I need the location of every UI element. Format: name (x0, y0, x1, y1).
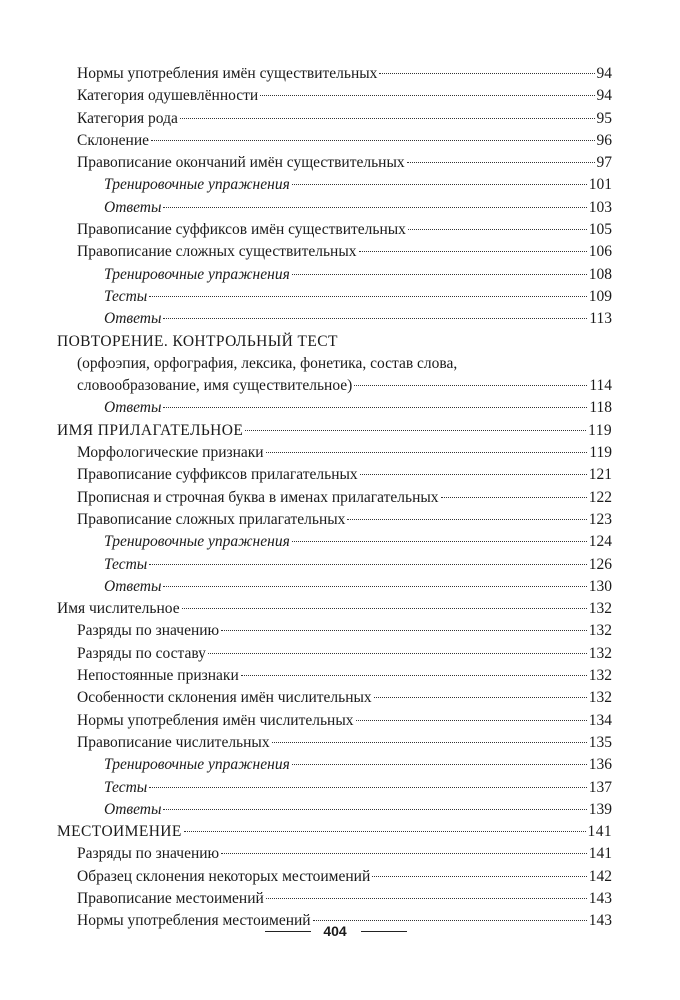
toc-entry-title: Морфологические признаки (77, 444, 264, 462)
toc-entry-title: Правописание сложных существительных (77, 243, 357, 261)
toc-entry[interactable] (57, 331, 612, 353)
dot-leader (374, 697, 587, 698)
toc-entry[interactable] (57, 420, 612, 442)
dot-leader (163, 809, 586, 810)
dot-leader (184, 831, 586, 832)
dot-leader (360, 474, 587, 475)
toc-entry[interactable] (57, 85, 612, 107)
dot-leader (241, 675, 587, 676)
toc-entry-page-number: 137 (588, 778, 612, 796)
toc-entry[interactable] (57, 353, 612, 375)
toc-entry[interactable] (57, 264, 612, 286)
toc-entry-title: словообразование, имя существительное) (77, 377, 353, 395)
toc-entry-page-number: 95 (596, 109, 612, 127)
toc-entry-page-number: 126 (588, 555, 612, 573)
page-footer (0, 922, 680, 942)
toc-entry-page-number: 119 (588, 421, 612, 439)
dot-leader (221, 630, 587, 631)
toc-entry-title: Ответы (104, 800, 162, 818)
dot-leader (260, 95, 594, 96)
toc-entry-title: МЕСТОИМЕНИЕ (57, 823, 182, 841)
toc-entry-title: Правописание сложных прилагательных (77, 510, 346, 528)
toc-entry-title: Образец склонения некоторых местоимений (77, 867, 371, 885)
toc-entry[interactable] (57, 799, 612, 821)
dot-leader (266, 452, 588, 453)
toc-entry-title: Разряды по составу (77, 644, 206, 662)
toc-entry-page-number: 134 (588, 711, 612, 729)
dot-leader (163, 207, 586, 208)
table-of-contents (57, 63, 612, 933)
toc-entry-title: Ответы (104, 399, 162, 417)
toc-entry-page-number: 132 (588, 667, 612, 685)
footer-rule-right (361, 931, 407, 932)
dot-leader (151, 140, 595, 141)
toc-entry-page-number: 143 (588, 912, 612, 930)
toc-entry[interactable] (57, 464, 612, 486)
toc-entry-page-number: 142 (588, 867, 612, 885)
toc-entry-title: Тренировочные упражнения (104, 176, 290, 194)
toc-entry[interactable] (57, 554, 612, 576)
toc-entry[interactable] (57, 866, 612, 888)
dot-leader (372, 876, 586, 877)
dot-leader (292, 541, 587, 542)
toc-entry-page-number: 141 (588, 845, 612, 863)
toc-entry-page-number: 113 (589, 310, 612, 328)
toc-entry[interactable] (57, 509, 612, 531)
toc-entry-title: Правописание суффиксов прилагательных (77, 466, 358, 484)
toc-entry-title: Ответы (104, 577, 162, 595)
toc-entry[interactable] (57, 643, 612, 665)
toc-entry-title: Нормы употребления имён числительных (77, 711, 354, 729)
toc-entry[interactable] (57, 598, 612, 620)
dot-leader (149, 787, 586, 788)
toc-entry-title: ПОВТОРЕНИЕ. КОНТРОЛЬНЫЙ ТЕСТ (57, 332, 338, 350)
toc-entry[interactable] (57, 732, 612, 754)
toc-entry-title: (орфоэпия, орфография, лексика, фонетика, состав слова, (77, 354, 458, 372)
toc-entry-page-number: 103 (588, 198, 612, 216)
toc-entry-title: Разряды по значению (77, 622, 220, 640)
toc-entry-page-number: 96 (596, 131, 612, 149)
dot-leader (292, 764, 587, 765)
toc-entry[interactable] (57, 777, 612, 799)
toc-entry-title: Тесты (104, 287, 148, 305)
dot-leader (272, 742, 587, 743)
toc-entry-title: Категория одушевлённости (77, 87, 259, 105)
toc-entry[interactable] (57, 620, 612, 642)
toc-entry-page-number: 135 (588, 733, 612, 751)
toc-entry[interactable] (57, 576, 612, 598)
toc-entry-title: Тренировочные упражнения (104, 756, 290, 774)
toc-entry-title: Тренировочные упражнения (104, 265, 290, 283)
toc-entry-page-number: 132 (588, 622, 612, 640)
toc-entry-title: Ответы (104, 198, 162, 216)
dot-leader (379, 73, 594, 74)
toc-entry-title: Тесты (104, 555, 148, 573)
toc-entry[interactable] (57, 665, 612, 687)
toc-entry-title: ИМЯ ПРИЛАГАТЕЛЬНОЕ (57, 421, 244, 439)
toc-entry-page-number: 124 (588, 533, 612, 551)
toc-entry-title: Тренировочные упражнения (104, 533, 290, 551)
toc-entry-title: Категория рода (77, 109, 178, 127)
toc-entry[interactable] (57, 442, 612, 464)
toc-entry-page-number: 119 (589, 444, 612, 462)
dot-leader (149, 296, 586, 297)
toc-entry[interactable] (57, 487, 612, 509)
toc-entry-page-number: 105 (588, 221, 612, 239)
toc-entry-page-number: 114 (589, 377, 612, 395)
toc-entry[interactable] (57, 241, 612, 263)
toc-entry[interactable] (57, 888, 612, 910)
toc-entry-page-number: 123 (588, 510, 612, 528)
page-number: 404 (323, 923, 347, 939)
toc-entry[interactable] (57, 308, 612, 330)
toc-entry-page-number: 101 (588, 176, 612, 194)
toc-entry-page-number: 108 (588, 265, 612, 283)
toc-entry-title: Ответы (104, 310, 162, 328)
toc-entry-page-number: 132 (588, 644, 612, 662)
toc-entry-title: Нормы употребления местоимений (77, 912, 311, 930)
dot-leader (163, 407, 587, 408)
toc-entry[interactable] (57, 152, 612, 174)
toc-entry-page-number: 132 (588, 600, 612, 618)
toc-entry-title: Склонение (77, 131, 149, 149)
toc-entry[interactable] (57, 531, 612, 553)
toc-entry-page-number: 141 (587, 823, 612, 841)
toc-entry[interactable] (57, 397, 612, 419)
toc-entry[interactable] (57, 687, 612, 709)
dot-leader (163, 318, 587, 319)
toc-entry[interactable] (57, 63, 612, 85)
toc-entry-title: Непостоянные признаки (77, 667, 239, 685)
dot-leader (354, 385, 587, 386)
toc-entry-page-number: 139 (588, 800, 612, 818)
dot-leader (245, 430, 586, 431)
toc-entry[interactable] (57, 108, 612, 130)
toc-entry-page-number: 106 (588, 243, 612, 261)
dot-leader (408, 229, 587, 230)
toc-entry[interactable] (57, 754, 612, 776)
dot-leader (163, 586, 586, 587)
toc-entry-title: Прописная и строчная буква в именах прилагательных (77, 488, 439, 506)
toc-entry-title: Правописание числительных (77, 733, 270, 751)
dot-leader (149, 564, 586, 565)
dot-leader (441, 497, 587, 498)
toc-entry[interactable] (57, 843, 612, 865)
toc-entry[interactable] (57, 174, 612, 196)
toc-entry-title: Правописание окончаний имён существительных (77, 154, 405, 172)
dot-leader (180, 118, 595, 119)
dot-leader (359, 251, 587, 252)
toc-entry-page-number: 94 (596, 87, 612, 105)
dot-leader (266, 898, 587, 899)
dot-leader (208, 653, 587, 654)
dot-leader (356, 720, 587, 721)
toc-entry-page-number: 136 (588, 756, 612, 774)
toc-entry-title: Правописание суффиксов имён существительных (77, 221, 406, 239)
toc-entry-title: Разряды по значению (77, 845, 220, 863)
toc-entry-title: Имя числительное (57, 600, 180, 618)
toc-entry[interactable] (57, 375, 612, 397)
toc-entry[interactable] (57, 197, 612, 219)
dot-leader (182, 608, 587, 609)
toc-entry-page-number: 118 (589, 399, 612, 417)
dot-leader (347, 519, 586, 520)
toc-entry-page-number: 122 (588, 488, 612, 506)
toc-entry-page-number: 121 (588, 466, 612, 484)
toc-entry-page-number: 97 (596, 154, 612, 172)
toc-entry[interactable] (57, 821, 612, 843)
toc-entry-page-number: 109 (588, 287, 612, 305)
toc-entry-page-number: 94 (596, 65, 612, 82)
dot-leader (292, 184, 587, 185)
dot-leader (407, 162, 595, 163)
toc-entry-title: Нормы употребления имён существительных (77, 65, 378, 82)
toc-entry-page-number: 132 (588, 689, 612, 707)
dot-leader (292, 274, 587, 275)
toc-entry[interactable] (57, 286, 612, 308)
toc-entry[interactable] (57, 130, 612, 152)
toc-entry-page-number: 143 (588, 889, 612, 907)
toc-entry-page-number: 130 (588, 577, 612, 595)
toc-entry[interactable] (57, 219, 612, 241)
toc-entry[interactable] (57, 710, 612, 732)
toc-entry-title: Особенности склонения имён числительных (77, 689, 372, 707)
footer-rule-left (265, 931, 311, 932)
toc-entry-title: Тесты (104, 778, 148, 796)
dot-leader (221, 853, 587, 854)
toc-entry-title: Правописание местоимений (77, 889, 264, 907)
